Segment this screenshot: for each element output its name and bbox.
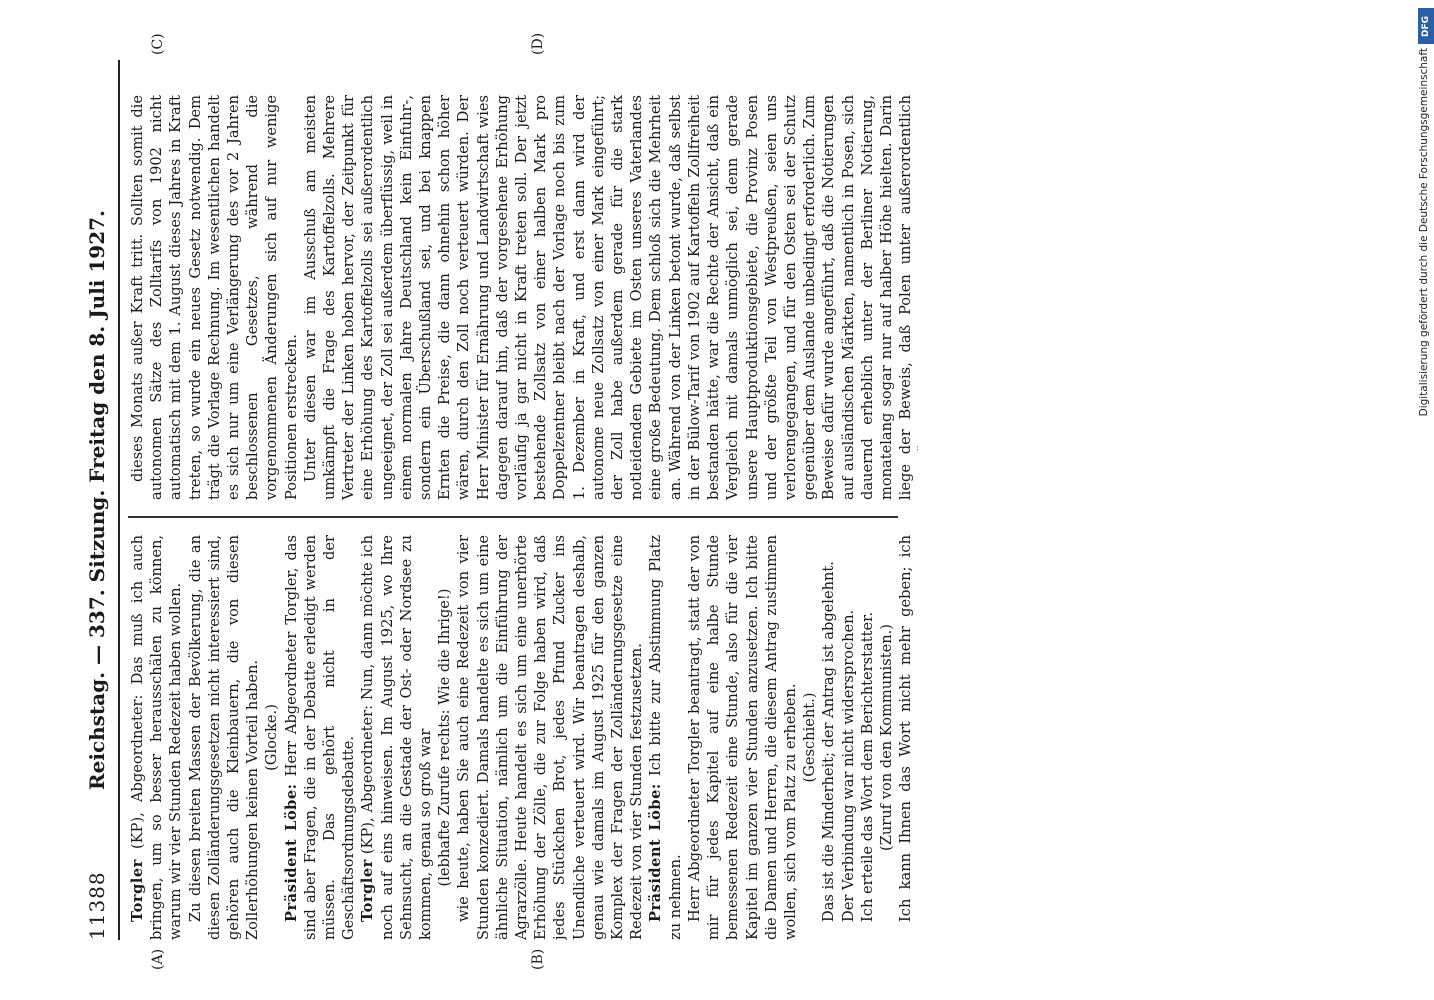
- right-column: [128, 95, 918, 500]
- paragraph: (lebhafte Zurufe rechts: Wie die Ihrige!): [436, 588, 454, 887]
- dfg-logo: DFG: [1418, 8, 1434, 44]
- dfg-notice-text: Digitalisierung gefördert durch die Deutsche Forschungsgemeinschaft: [1418, 48, 1430, 417]
- paragraph: [454, 535, 646, 940]
- header-rule: [118, 60, 120, 940]
- speaker-name: Präsident Löbe:: [282, 783, 300, 922]
- paragraph: (Zuruf von den Kommunisten.): [877, 624, 895, 851]
- speaker-name: Torgler: [359, 859, 377, 922]
- paragraph-text: wie heute, haben Sie auch eine Redezeit von vier Stunden konzediert. Damals handelte es sich um eine ähnliche Situation, nämlich um die Einführung der Agrarzölle. Heute handelt es sich um eine unerhörte Erhöhung der Zölle, die zur Folge haben wird, daß jedes Stückchen Brot, jedes Pfund Zucker ins Unendliche verteuert wird. Wir beantragen deshalb, genau wie damals im August 1925 für den ganzen Komplex der Fragen der Zolländerungsgesetze eine Redezeit von vier Stunden festzusetzen.: [455, 535, 646, 940]
- paragraph: [301, 95, 918, 500]
- paragraph-text: Der Verbindung war nicht widersprochen.: [839, 609, 857, 922]
- paragraph: [819, 535, 838, 940]
- paragraph: [896, 535, 918, 940]
- page-number: 11388: [85, 871, 109, 940]
- page-title: Reichstag. — 337. Sitzung. Freitag den 8. Juli 1927.: [85, 210, 109, 790]
- paragraph: (Geschieht.): [801, 692, 819, 783]
- paragraph: [186, 535, 263, 940]
- paragraph-text: Ich kann Ihnen das Wort nicht mehr geben; ich: [897, 535, 915, 922]
- paragraph-text: Unter diesen war im Ausschuß am meisten umkämpft die Frage des Kartoffelzolls. Mehrere Vertreter der Linken hoben hervor, der Zeitpunkt für eine Erhöhung des Kartoffelzolls sei außerordentlich ungeeignet, der Zoll sei außerdem überflüssig, weil in einem normalen Jahre Deutschland kein Einfuhr-, sondern ein Überschußland sei, und bei knappen Ernten die Preise, die dann ohnehin schon höher wären, durch den Zoll noch verteuert würden. Der Herr Minister für Ernährung und Landwirtschaft wies dagegen darauf hin, daß der vorgesehene Erhöhung vorläufig ja gar nicht in Kraft treten soll. Der jetzt bestehende Zollsatz von einer halben Mark pro Doppelzentner bleibt nach der Vorlage noch bis zum 1. Dezember in Kraft, und erst dann wird der autonome neue Zollsatz von einer Mark eingeführt; der Zoll habe außerdem gerade für die stark notleidenden Gebiete im Osten unseres Vaterlandes eine große Bedeutung. Dem schloß sich die Mehrheit an. Während von der Linken betont wurde, daß selbst in der Bülow-Tarif von 1902 auf Kartoffeln Zollfreiheit bestanden hätte, war die Rechte der Ansicht, daß ein Vergleich mit damals unmöglich sei, denn gerade unsere Hauptproduktionsgebiete, die Provinz Posen und der größte Teil von Westpreußen, seien uns verlorengegangen, und für den Osten sei der Schutz gegenüber dem Auslande unbedingt erforderlich. Zum Beweise dafür wurde angeführt, daß die Notierungen auf ausländischen Märkten, namentlich in Posen, sich dauernd erheblich unter der Berliner Notierung, monatelang sogar nur auf halber Höhe hielten. Darin liege der Beweis, daß Polen unter außerordentlich: [301, 95, 915, 500]
- speaker-name: Präsident Löbe:: [647, 783, 665, 922]
- paragraph-text: Ich erteile das Wort dem Berichterstatter.: [858, 611, 876, 922]
- paragraph: [358, 535, 435, 940]
- paragraph-text: dieses Monats außer Kraft tritt. Sollten somit die autonomen Sätze des Zolltarifs von 1902 nicht automatisch mit dem 1. August dieses Jahres in Kraft treten, so wurde ein neues Gesetz notwendig. Dem trägt die Vorlage Rechnung. Im wesentlichen handelt es sich nur um eine Verlängerung des vor 2 Jahren beschlossenen Gesetzes, während die vorgenommenen Änderungen sich auf nur wenige Positionen erstrecken.: [129, 95, 300, 500]
- paragraph-text: Zu diesen breiten Massen der Bevölkerung, die an diesen Zolländerungsgesetzen nicht interessiert sind, gehören auch die Kleinbauern, die von diesen Zollerhöhungen keinen Vorteil haben.: [186, 535, 262, 940]
- paragraph: [128, 535, 186, 940]
- paragraph: [282, 535, 359, 940]
- paragraph: [685, 535, 800, 940]
- dfg-notice: [1418, 8, 1434, 648]
- paragraph-text: (KP), Abgeordneter: Nun, dann möchte ich noch auf eins hinweisen. Im August 1925, wo Ihre Sehnsucht, an die Gestade der Ost- oder Nordsee zu kommen, genau so groß war: [359, 535, 435, 940]
- paragraph: [128, 95, 301, 500]
- margin-mark-c: (C): [150, 33, 166, 55]
- paragraph-text: (KP), Abgeordneter: Das muß ich auch bringen, um so besser herausschälen zu können, warum wir vier Stunden Redezeit haben wollen.: [129, 535, 185, 940]
- margin-mark-d: (D): [530, 32, 546, 55]
- paragraph-text: Ich bitte zur Abstimmung Platz zu nehmen.: [647, 535, 684, 940]
- page-header: [75, 60, 115, 940]
- paragraph: [646, 535, 684, 940]
- column-divider: [128, 517, 898, 519]
- margin-mark-a: (A): [150, 948, 166, 970]
- paragraph-text: Herr Abgeordneter Torgler, das sind aber Fragen, die in der Debatte erledigt werden müssen. Das gehört nicht in der Geschäftsordnungsdebatte.: [282, 535, 358, 940]
- paragraph: [839, 535, 858, 940]
- paragraph-text: Herr Abgeordneter Torgler beantragt, statt der von mir für jedes Kapitel auf eine halbe Stunde bemessenen Redezeit eine Stunde, also für die vier Kapitel im ganzen vier Stunden anzusetzen. Ich bitte die Damen und Herren, die diesem Antrag zustimmen wollen, sich vom Platz zu erheben.: [685, 535, 799, 940]
- paragraph-text: Das ist die Minderheit; der Antrag ist abgelehnt.: [820, 561, 838, 922]
- paragraph: [858, 535, 877, 940]
- left-column: [128, 535, 918, 940]
- margin-mark-b: (B): [530, 948, 546, 970]
- paragraph: (Glocke.): [263, 704, 281, 771]
- speaker-name: Torgler: [129, 859, 146, 922]
